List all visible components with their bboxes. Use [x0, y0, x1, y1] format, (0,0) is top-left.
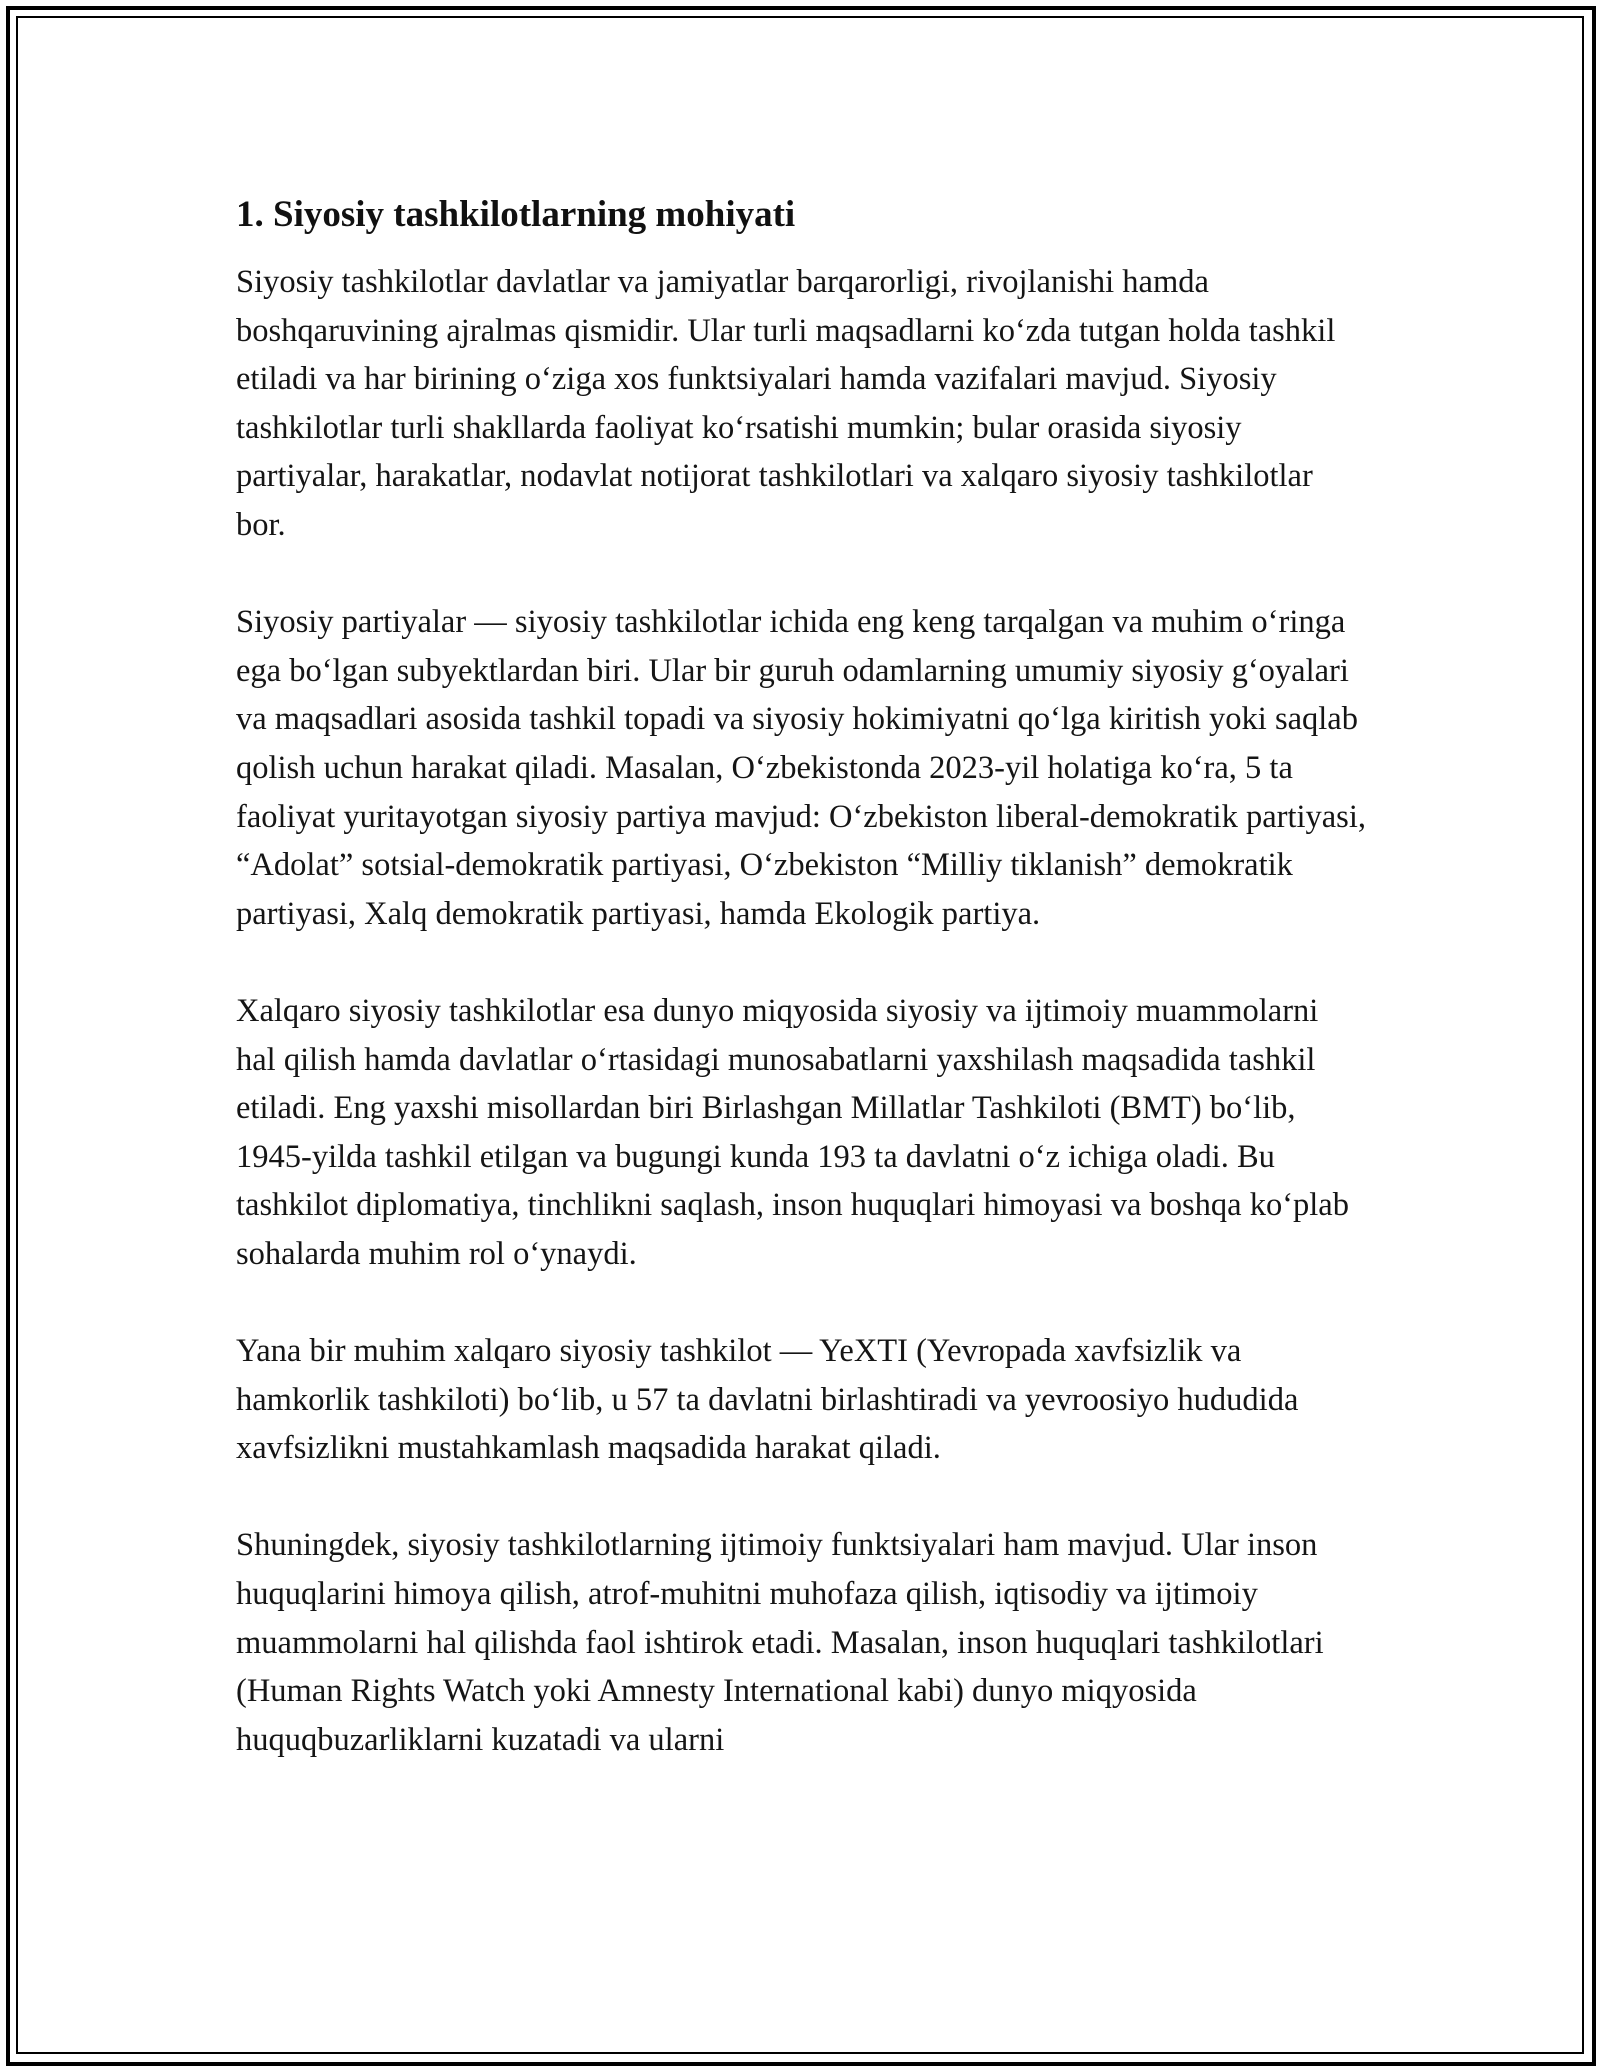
paragraph-intro: Siyosiy tashkilotlar davlatlar va jamiyatlar barqarorligi, rivojlanishi hamda boshqaruvining ajralmas qismidir. Ular turli maqsadlarni koʻzda tutgan holda tashkil etiladi va har birining oʻziga xos funktsiyalari hamda vazifalari mavjud. Siyosiy tashkilotlar turli shakllarda faoliyat koʻrsatishi mumkin; bular orasida siyosiy partiyalar, harakatlar, nodavlat notijorat tashkilotlari va xalqaro siyosiy tashkilotlar bor.	[236, 264, 1336, 543]
paragraph-osce: Yana bir muhim xalqaro siyosiy tashkilot — YeXTI (Yevropada xavfsizlik va hamkorlik tashkiloti) boʻlib, u 57 ta davlatni birlashtiradi va yevroosiyo hududida xavfsizlikni mustahkamlash maqsadida harakat qiladi.	[236, 1333, 1299, 1467]
paragraph-international-organizations: Xalqaro siyosiy tashkilotlar esa dunyo miqyosida siyosiy va ijtimoiy muammolarni hal qilish hamda davlatlar oʻrtasidagi munosabatlarni yaxshilash maqsadida tashkil etiladi. Eng yaxshi misollardan biri Birlashgan Millatlar Tashkiloti (BMT) boʻlib, 1945-yilda tashkil etilgan va bugungi kunda 193 ta davlatni oʻz ichiga oladi. Bu tashkilot diplomatiya, tinchlikni saqlash, inson huquqlari himoyasi va boshqa koʻplab sohalarda muhim rol oʻynaydi.	[236, 992, 1349, 1272]
paragraph-social-functions: Shuningdek, siyosiy tashkilotlarning ijtimoiy funktsiyalari ham mavjud. Ular inson huquqlarini himoya qilish, atrof-muhitni muhofaza qilish, iqtisodiy va ijtimoiy muammolarni hal qilishda faol ishtirok etadi. Masalan, inson huquqlari tashkilotlari (Human Rights Watch yoki Amnesty International kabi) dunyo miqyosida huquqbuzarliklarni kuzatadi va ularni	[236, 1527, 1324, 1758]
paragraph-political-parties: Siyosiy partiyalar — siyosiy tashkilotlar ichida eng keng tarqalgan va muhim oʻringa ega boʻlgan subyektlardan biri. Ular bir guruh odamlarning umumiy siyosiy gʻoyalari va maqsadlari asosida tashkil topadi va siyosiy hokimiyatni qoʻlga kiritish yoki saqlab qolish uchun harakat qiladi. Masalan, Oʻzbekistonda 2023-yil holatiga koʻra, 5 ta faoliyat yuritayotgan siyosiy partiya mavjud: Oʻzbekiston liberal-demokratik partiyasi, “Adolat” sotsial-demokratik partiyasi, Oʻzbekiston “Milliy tiklanish” demokratik partiyasi, Xalq demokratik partiyasi, hamda Ekologik partiya.	[236, 604, 1366, 932]
document-body	[236, 186, 1366, 1764]
section-heading: 1. Siyosiy tashkilotlarning mohiyati	[236, 194, 796, 235]
